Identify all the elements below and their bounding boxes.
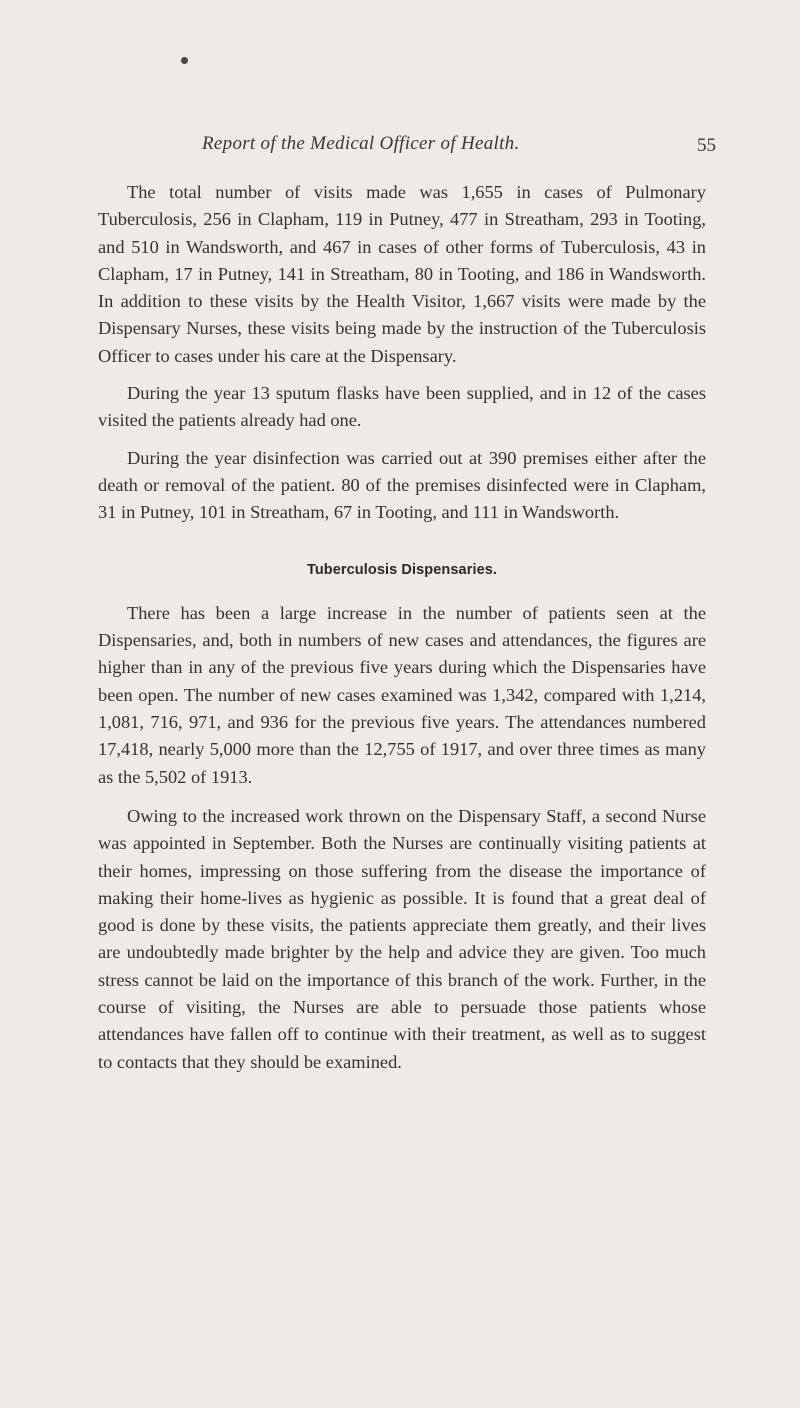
paragraph-dispensary-increase: There has been a large increase in the number of patients seen at the Dispensaries, and, both in numbers of new cases and attendances, the figures are higher than in any of the previous five years during which the Dispensaries have been open. The number of new cases examined was 1,342, compared with 1,214, 1,081, 716, 971, and 936 for the previous five years. The attendances numbered 17,418, nearly 5,000 more than the 12,755 of 1917, and over three times as many as the 5,502 of 1913. <box>98 602 706 787</box>
page-header <box>0 133 800 165</box>
paragraph-visits: The total number of visits made was 1,655 in cases of Pulmonary Tuberculosis, 256 in Clapham, 119 in Putney, 477 in Streatham, 293 in Tooting, and 510 in Wandsworth, and 467 in cases of other forms of Tuberculosis, 43 in Clapham, 17 in Putney, 141 in Streatham, 80 in Tooting, and 186 in Wandsworth. In addition to these visits by the Health Visitor, 1,667 visits were made by the Dispensary Nurses, these visits being made by the instruction of the Tuberculosis Officer to cases under his care at the Dispensary. <box>98 182 706 366</box>
paragraph-sputum-flasks: During the year 13 sputum flasks have been supplied, and in 12 of the cases visited the patients already had one. <box>98 383 706 431</box>
ink-speck <box>181 57 188 64</box>
section-heading: Tuberculosis Dispensaries. <box>306 561 498 578</box>
running-title: Report of the Medical Officer of Health. <box>202 133 520 154</box>
paragraph-disinfection: During the year disinfection was carried out at 390 premises either after the death or removal of the patient. 80 of the premises disinfected were in Clapham, 31 in Putney, 101 in Streatham, 67 in Tooting, and 111 in Wandsworth. <box>98 447 706 523</box>
page-number: 55 <box>697 135 716 156</box>
paragraph-nurses: Owing to the increased work thrown on the Dispensary Staff, a second Nurse was appointed in September. Both the Nurses are continually visiting patients at their homes, impressing on those suffering from the disease the importance of making their home-lives as hygienic as possible. It is found that a great deal of good is done by these visits, the patients appreciate them greatly, and their lives are undoubtedly made brighter by the help and advice they are given. Too much stress cannot be laid on the importance of this branch of the work. Further, in the course of visiting, the Nurses are able to persuade those patients whose attendances have fallen off to continue with their treatment, as well as to suggest to contacts that they should be examined. <box>98 805 706 1072</box>
body-text <box>98 179 706 1076</box>
